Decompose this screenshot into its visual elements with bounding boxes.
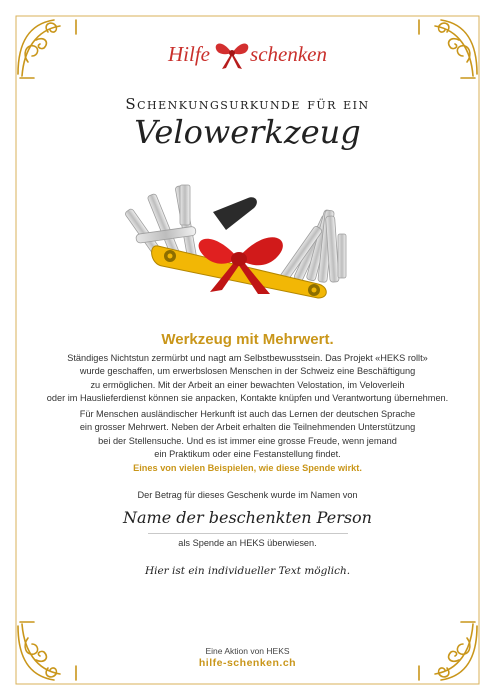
- footer-website-link[interactable]: hilfe-schenken.ch: [198, 657, 297, 669]
- footer-aktion: Eine Aktion von HEKS: [205, 646, 290, 656]
- text-line: Ständiges Nichtstun zermürbt und nagt am Selbstbewusstsein. Das Projekt «HEKS rollt»: [67, 353, 428, 363]
- logo-word-hilfe: Hilfe: [168, 41, 211, 66]
- description-paragraph-2: [40, 408, 455, 462]
- certificate-subtitle: Schenkungsurkunde für ein: [125, 95, 370, 113]
- description-paragraph-1: [40, 352, 455, 406]
- text-line: oder im Hauslieferdienst können sie anpacken, Kontakte knüpfen und Verantwortung übernehmen.: [46, 393, 449, 404]
- text-line: wurde geschaffen, um erwerbslosen Menschen in der Schweiz eine Beschäftigung: [79, 366, 416, 377]
- certificate-title: Velowerkzeug: [134, 113, 361, 151]
- signature-line: [148, 533, 348, 534]
- hilfe-schenken-logo[interactable]: [0, 34, 495, 74]
- recipient-name: Name der beschenkten Person: [123, 508, 372, 527]
- section-heading: Werkzeug mit Mehrwert.: [161, 331, 334, 348]
- text-line: Für Menschen ausländischer Herkunft ist auch das Lernen der deutschen Sprache: [79, 409, 416, 419]
- text-line: ein grosser Mehrwert. Neben der Arbeit erhalten die Teilnehmenden Unterstützung: [79, 422, 416, 433]
- example-note: Eines von vielen Beispielen, wie diese Spende wirkt.: [133, 463, 362, 473]
- multi-tool-with-red-bow-image: [118, 180, 378, 310]
- text-line: bei der Stellensuche. Und es ist immer eine grosse Freude, wenn jemand: [98, 435, 397, 446]
- gift-bow-icon: [212, 37, 252, 71]
- text-line: zu ermöglichen. Mit der Arbeit an einer bewachten Velostation, im Veloverleih: [90, 379, 405, 390]
- custom-message: Hier ist ein individueller Text möglich.: [144, 565, 351, 577]
- text-line: ein Praktikum oder eine Festanstellung findet.: [154, 449, 341, 460]
- logo-word-schenken: schenken: [250, 41, 327, 66]
- dedication-intro: Der Betrag für dieses Geschenk wurde im Namen von: [137, 490, 358, 500]
- dedication-outro: als Spende an HEKS überwiesen.: [178, 538, 317, 548]
